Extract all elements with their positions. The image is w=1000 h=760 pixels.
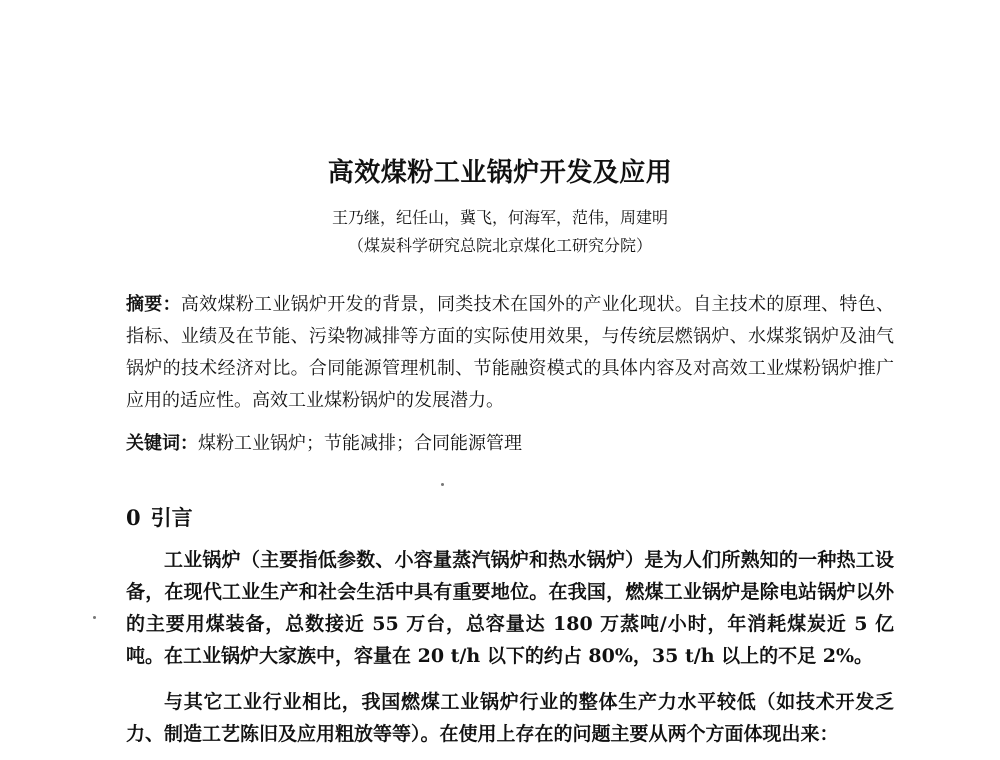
- author-affiliation: （煤炭科学研究总院北京煤化工研究分院）: [347, 236, 652, 255]
- body-paragraph-2: 与其它工业行业相比，我国燃煤工业锅炉行业的整体生产力水平较低（如技术开发乏力、制造工艺陈旧及应用粗放等等）。在使用上存在的问题主要从两个方面体现出来：: [126, 691, 894, 745]
- body-paragraph-1: 工业锅炉（主要指低参数、小容量蒸汽锅炉和热水锅炉）是为人们所熟知的一种热工设备，在现代工业生产和社会生活中具有重要地位。在我国，燃煤工业锅炉是除电站锅炉以外的主要用煤装备，总数接近 55 万台，总容量达 180 万蒸吨/小时，年消耗煤炭近 5 亿吨。在工业锅炉大家族中，容量在 20 t/h 以下的约占 80%，35 t/h 以上的不足 2%。: [126, 549, 894, 667]
- paper-title: 高效煤粉工业锅炉开发及应用: [327, 158, 673, 188]
- keywords-text: 煤粉工业锅炉；节能减排；合同能源管理: [198, 433, 522, 454]
- keywords-label: 关键词：: [126, 433, 198, 454]
- scan-speck: [441, 483, 444, 486]
- abstract-label: 摘要：: [126, 294, 181, 315]
- section-number: 0: [126, 505, 141, 530]
- section-heading: [126, 502, 193, 532]
- author-list: 王乃继，纪任山，冀飞，何海军，范伟，周建明: [331, 208, 668, 227]
- keywords: [126, 428, 894, 460]
- scan-speck: [93, 616, 96, 619]
- abstract: [126, 289, 894, 417]
- section-title: 引言: [150, 505, 193, 530]
- abstract-text: 高效煤粉工业锅炉开发的背景，同类技术在国外的产业化现状。自主技术的原理、特色、指标、业绩及在节能、污染物减排等方面的实际使用效果，与传统层燃锅炉、水煤浆锅炉及油气锅炉的技术经济对比。合同能源管理机制、节能融资模式的具体内容及对高效工业煤粉锅炉推广应用的适应性。高效工业煤粉锅炉的发展潜力。: [126, 294, 895, 411]
